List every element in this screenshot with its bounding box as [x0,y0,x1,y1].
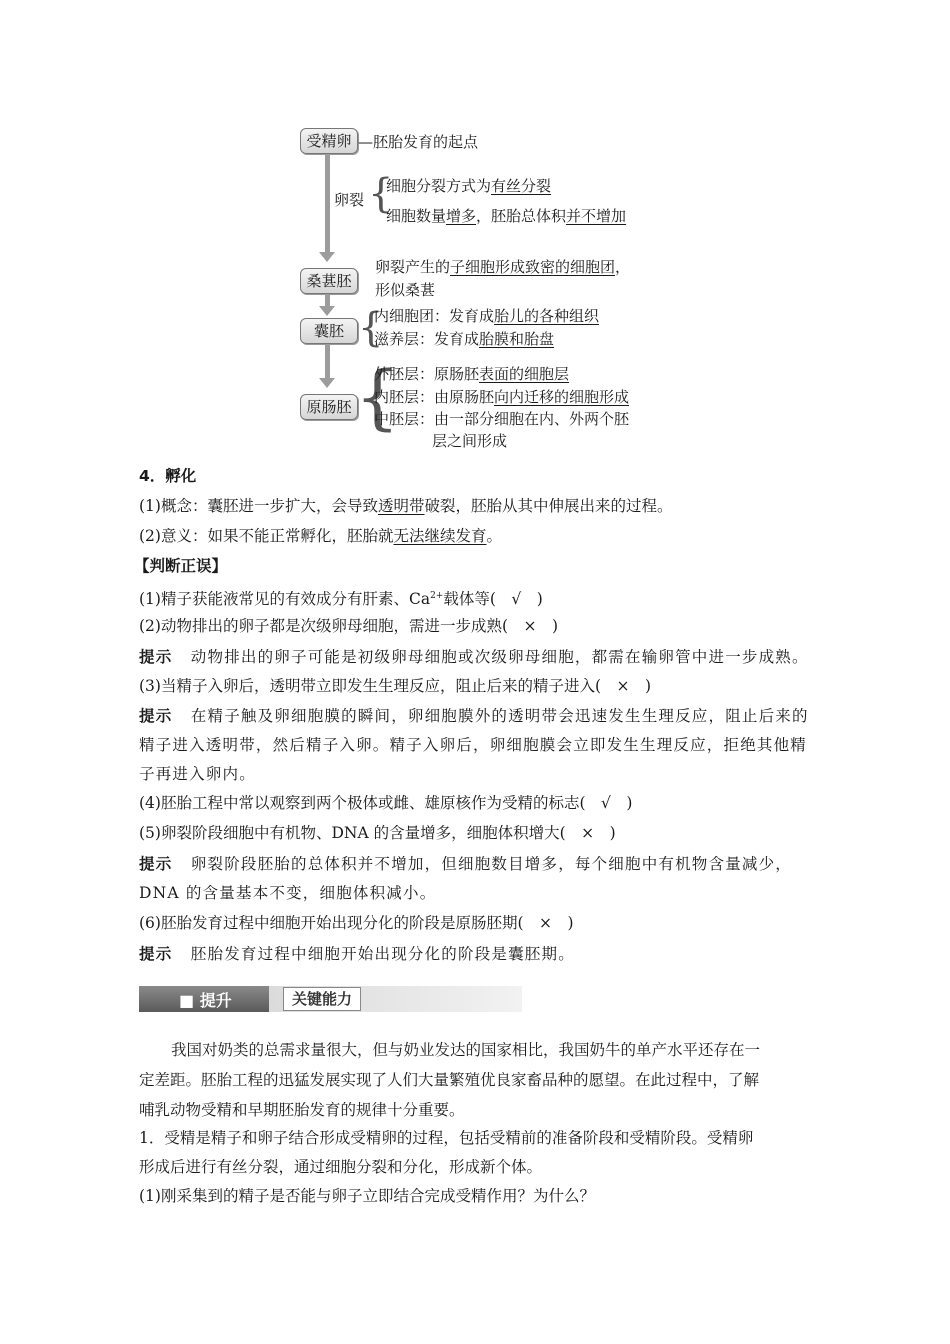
judge-q4: (4)胚胎工程中常以观察到两个极体或雌、雄原核作为受精的标志( √ ) [139,794,633,812]
promote-q1: (1)刚采集到的精子是否能与卵子立即结合完成受精作用？为什么？ [139,1187,595,1205]
promote-p1-l3: 哺乳动物受精和早期胚胎发育的规律十分重要。 [139,1101,465,1119]
judge-q1: (1)精子获能液常见的有效成分有肝素、$Ca^{2+}$载体等( √ ) [139,590,543,609]
promote-p1-l2: 定差距。胚胎工程的迅猛发展实现了人们大量繁殖优良家畜品种的愿望。在此过程中，了解 [139,1071,760,1089]
judge-q5: (5)卵裂阶段细胞中有机物、DNA 的含量增多，细胞体积增大( × ) [139,824,616,842]
promote-p2-l1: 1．受精是精子和卵子结合形成受精卵的过程，包括受精前的准备阶段和受精阶段。受精卵 [139,1129,754,1147]
stage-blastocyst: 囊胚 [300,318,358,344]
gastrula-line-2: 内胚层：由原肠胚向内迁移的细胞形成 [374,388,630,406]
cleavage-line-1: 细胞分裂方式为有丝分裂 [386,177,552,195]
arrow-3 [325,344,330,380]
judge-hint-2: 提示 动物排出的卵子可能是初级卵母细胞或次级卵母细胞，都需在输卵管中进一步成熟。 [139,648,809,666]
judge-hint-5-line-1: 提示 卵裂阶段胚胎的总体积并不增加，但细胞数目增多，每个细胞中有机物含量减少， [139,855,792,873]
morula-line-1: 卵裂产生的子细胞形成致密的细胞团， [375,258,631,276]
judge-q6: (6)胚胎发育过程中细胞开始出现分化的阶段是原肠胚期( × ) [139,914,574,932]
stage-morula: 桑葚胚 [300,268,358,294]
gastrula-line-3: 中胚层：由一部分细胞在内、外两个胚 [374,410,630,428]
promote-p1-l1: 我国对奶类的总需求量很大，但与奶业发达的国家相比，我国奶牛的单产水平还存在一 [171,1041,761,1059]
cleavage-label: 卵裂 [334,191,365,209]
section-banner [139,986,522,1012]
promote-p2-l2: 形成后进行有丝分裂，通过细胞分裂和分化，形成新个体。 [139,1158,543,1176]
arrowhead-2 [319,306,335,316]
gastrula-brace: { [355,356,400,438]
judge-hint-6: 提示 胚胎发育过程中细胞开始出现分化的阶段是囊胚期。 [139,945,575,963]
gastrula-line-4: 层之间形成 [432,432,508,450]
arrow-1 [325,154,330,254]
morula-line-2: 形似桑葚 [375,281,436,299]
hatch-heading: 4．孵化 [139,467,197,485]
judge-q2: (2)动物排出的卵子都是次级卵母细胞，需进一步成熟( × ) [139,617,559,635]
blastocyst-brace: { [358,305,384,351]
zygote-description: —胚胎发育的起点 [358,133,479,151]
judge-hint-3-line-2: 精子进入透明带，然后精子入卵。精子入卵后，卵细胞膜会立即发生生理反应，拒绝其他精 [139,736,808,754]
cleavage-line-2: 细胞数量增多，胚胎总体积并不增加 [386,207,627,225]
blastocyst-line-1: 内细胞团：发育成胎儿的各种组织 [374,307,600,325]
stage-gastrula: 原肠胚 [300,394,358,420]
cleavage-brace: { [368,171,394,217]
gastrula-line-1: 外胚层：原肠胚表面的细胞层 [374,365,570,383]
banner-left-label: ■ 提升 [179,991,232,1010]
arrowhead-1 [319,252,335,262]
stage-zygote: 受精卵 [300,128,358,154]
banner-right-label: 关键能力 [283,987,361,1011]
judge-hint-5-line-2: DNA 的含量基本不变，细胞体积减小。 [139,884,437,902]
judge-heading: 【判断正误】 [134,557,228,575]
judge-hint-3-line-3: 子再进入卵内。 [139,765,256,783]
judge-hint-3-line-1: 提示 在精子触及卵细胞膜的瞬间，卵细胞膜外的透明带会迅速发生生理反应，阻止后来的 [139,707,809,725]
hatch-meaning: (2)意义：如果不能正常孵化，胚胎就无法继续发育。 [139,527,502,545]
arrowhead-3 [319,378,335,388]
hatch-concept: (1)概念：囊胚进一步扩大，会导致透明带破裂，胚胎从其中伸展出来的过程。 [139,497,673,515]
blastocyst-line-2: 滋养层：发育成胎膜和胎盘 [374,330,555,348]
judge-q3: (3)当精子入卵后，透明带立即发生生理反应，阻止后来的精子进入( × ) [139,677,652,695]
